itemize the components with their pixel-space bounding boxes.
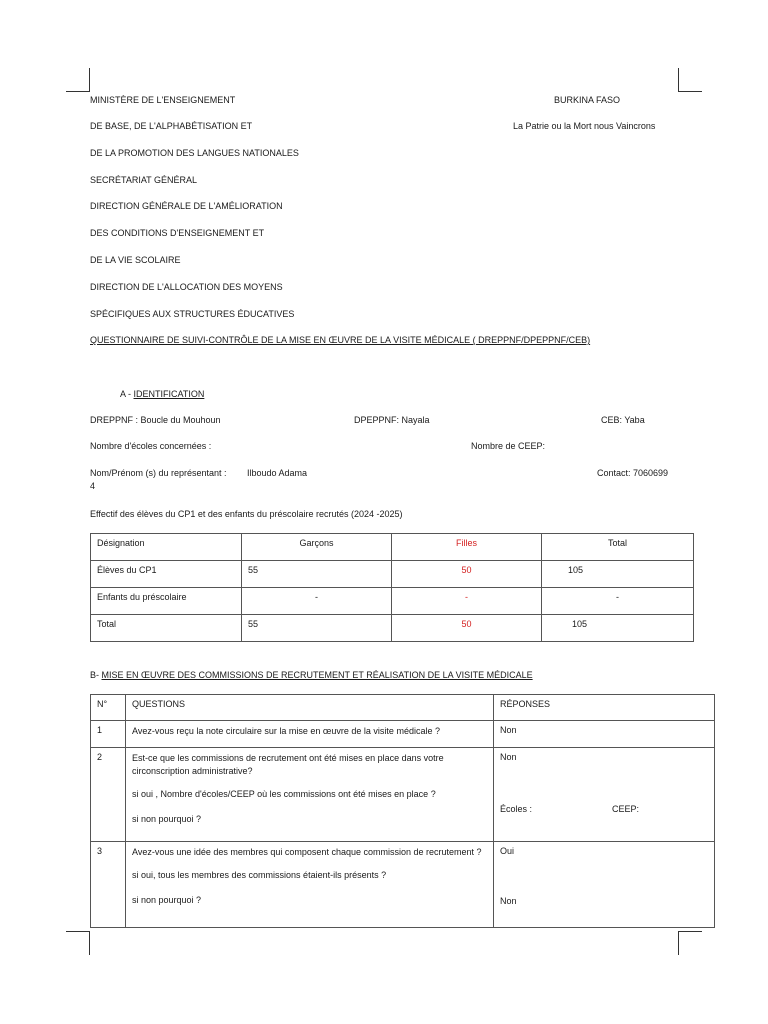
section-b-prefix: B- bbox=[90, 670, 102, 680]
question-text: si non pourquoi ? bbox=[132, 895, 202, 905]
crop-mark-bottom-left-v bbox=[89, 931, 90, 955]
table-row bbox=[91, 534, 694, 561]
contact-wrap: 4 bbox=[90, 481, 96, 491]
table-cell: Total bbox=[91, 615, 242, 642]
header-cell: Filles bbox=[392, 534, 542, 561]
question-text: si oui , Nombre d'écoles/CEEP où les commissions ont été mises en place ? bbox=[132, 789, 436, 799]
answer-ecoles: Écoles : bbox=[500, 804, 533, 814]
answer-cell bbox=[494, 748, 715, 842]
table-cell: - bbox=[392, 588, 542, 615]
crop-mark-top-left-h bbox=[66, 91, 90, 92]
ceb-field: CEB: Yaba bbox=[601, 415, 645, 425]
answer-cell bbox=[494, 842, 715, 928]
question-text: Est-ce que les commissions de recrutement ont été mises en place dans votre circonscription administrative? bbox=[132, 753, 444, 776]
contact-field: Contact: 7060699 bbox=[597, 468, 669, 478]
table-cell: 105 bbox=[542, 561, 694, 588]
dreppnf-field: DREPPNF : Boucle du Mouhoun bbox=[90, 415, 221, 425]
table-cell: 50 bbox=[392, 561, 542, 588]
question-text: Avez-vous une idée des membres qui composent chaque commission de recrutement ? bbox=[132, 847, 482, 857]
question-text: Avez-vous reçu la note circulaire sur la mise en œuvre de la visite médicale ? bbox=[126, 721, 494, 748]
table-row bbox=[91, 588, 694, 615]
dpeppnf-field: DPEPPNF: Nayala bbox=[354, 415, 430, 425]
answer-text: Non bbox=[494, 721, 715, 748]
answer-text: Non bbox=[500, 896, 517, 906]
ministry-line-1: MINISTÈRE DE L'ENSEIGNEMENT bbox=[90, 95, 236, 105]
representant-value: Ilboudo Adama bbox=[247, 468, 308, 478]
table-row bbox=[91, 561, 694, 588]
header-cell: Garçons bbox=[242, 534, 392, 561]
question-cell bbox=[126, 842, 494, 928]
nb-ceep-field: Nombre de CEEP: bbox=[471, 441, 546, 451]
ministry-line-7: DE LA VIE SCOLAIRE bbox=[90, 255, 181, 265]
question-number: 2 bbox=[91, 748, 126, 842]
question-cell bbox=[126, 748, 494, 842]
country-motto: La Patrie ou la Mort nous Vaincrons bbox=[513, 121, 656, 131]
crop-mark-top-left-v bbox=[89, 68, 90, 92]
question-text: si non pourquoi ? bbox=[132, 814, 202, 824]
ministry-line-5: DIRECTION GÉNÉRALE DE L'AMÉLIORATION bbox=[90, 201, 283, 211]
table-row bbox=[91, 721, 715, 748]
country-name: BURKINA FASO bbox=[554, 95, 621, 105]
table-row bbox=[91, 842, 715, 928]
answer-ceep: CEEP: bbox=[612, 804, 640, 814]
question-text: si oui, tous les membres des commissions étaient-ils présents ? bbox=[132, 870, 387, 880]
table-cell: 55 bbox=[242, 615, 392, 642]
questions-table bbox=[90, 694, 715, 928]
table-row bbox=[91, 748, 715, 842]
question-number: 1 bbox=[91, 721, 126, 748]
table-row bbox=[91, 615, 694, 642]
table-cell: - bbox=[542, 588, 694, 615]
section-b-heading bbox=[90, 670, 533, 680]
document-title: QUESTIONNAIRE DE SUIVI-CONTRÔLE DE LA MISE EN ŒUVRE DE LA VISITE MÉDICALE ( DREPPNF/DPEPPNF/CEB) bbox=[90, 335, 591, 345]
representant-label: Nom/Prénom (s) du représentant : bbox=[90, 468, 227, 478]
crop-mark-top-right-h bbox=[678, 91, 702, 92]
table-cell: 55 bbox=[242, 561, 392, 588]
section-a-heading bbox=[120, 389, 204, 399]
nb-ecoles-field: Nombre d'écoles concernées : bbox=[90, 441, 212, 451]
section-a-prefix: A - bbox=[120, 389, 134, 399]
header-cell: N° bbox=[91, 695, 126, 721]
section-b-title: MISE EN ŒUVRE DES COMMISSIONS DE RECRUTEMENT ET RÉALISATION DE LA VISITE MÉDICALE bbox=[101, 670, 533, 680]
crop-mark-bottom-left-h bbox=[66, 931, 90, 932]
effectif-table bbox=[90, 533, 694, 642]
ministry-line-6: DES CONDITIONS D'ENSEIGNEMENT ET bbox=[90, 228, 265, 238]
crop-mark-bottom-right-v bbox=[678, 931, 679, 955]
section-a-title: IDENTIFICATION bbox=[133, 389, 205, 399]
table-cell: - bbox=[242, 588, 392, 615]
table-cell: 50 bbox=[392, 615, 542, 642]
header-cell: RÉPONSES bbox=[494, 695, 715, 721]
crop-mark-bottom-right-h bbox=[678, 931, 702, 932]
answer-text: Oui bbox=[500, 846, 515, 856]
ministry-line-2: DE BASE, DE L'ALPHABÉTISATION ET bbox=[90, 121, 253, 131]
table-cell: 105 bbox=[542, 615, 694, 642]
ministry-line-8: DIRECTION DE L'ALLOCATION DES MOYENS bbox=[90, 282, 283, 292]
effectif-title: Effectif des élèves du CP1 et des enfants du préscolaire recrutés (2024 -2025) bbox=[90, 509, 403, 519]
ministry-line-4: SECRÉTARIAT GÉNÉRAL bbox=[90, 175, 198, 185]
header-cell: Total bbox=[542, 534, 694, 561]
table-cell: Élèves du CP1 bbox=[91, 561, 242, 588]
ministry-line-9: SPÉCIFIQUES AUX STRUCTURES ÉDUCATIVES bbox=[90, 309, 295, 319]
crop-mark-top-right-v bbox=[678, 68, 679, 92]
table-row bbox=[91, 695, 715, 721]
header-cell: QUESTIONS bbox=[126, 695, 494, 721]
table-cell: Enfants du préscolaire bbox=[91, 588, 242, 615]
header-cell: Désignation bbox=[91, 534, 242, 561]
answer-text: Non bbox=[500, 752, 517, 762]
ministry-line-3: DE LA PROMOTION DES LANGUES NATIONALES bbox=[90, 148, 299, 158]
question-number: 3 bbox=[91, 842, 126, 928]
